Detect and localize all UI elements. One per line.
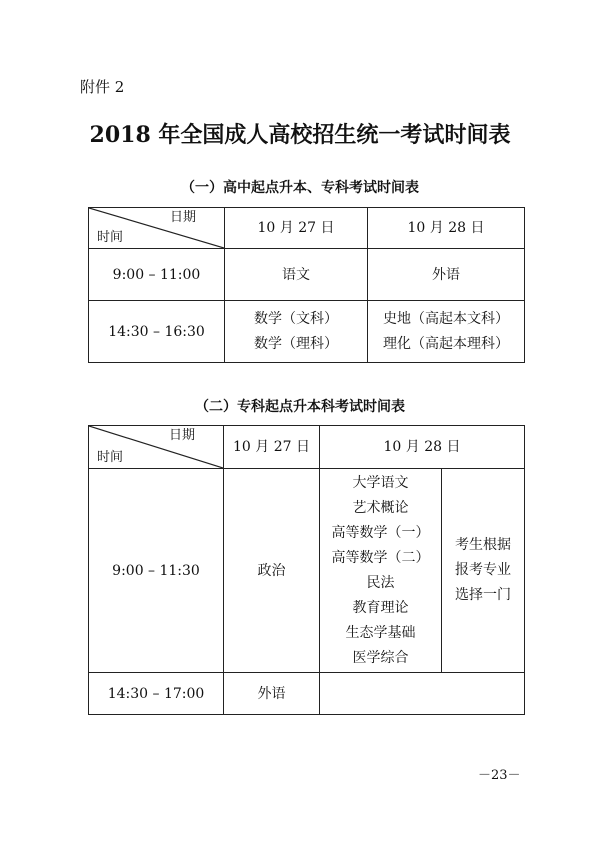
header-day1: 10 月 27 日 <box>225 208 368 249</box>
note-cell <box>442 469 525 673</box>
subject: 高等数学（一） <box>331 524 430 541</box>
subject-cell: 外语 <box>368 249 525 301</box>
empty-cell <box>320 673 525 715</box>
note-line: 选择一门 <box>455 587 511 603</box>
time-cell: 14:30 – 17:00 <box>89 673 224 715</box>
subject-cell <box>368 301 525 363</box>
exam-schedule-table-2 <box>88 425 525 715</box>
time-cell: 14:30 – 16:30 <box>89 301 225 363</box>
subject-cell: 政治 <box>224 469 320 673</box>
time-label: 时间 <box>97 230 124 245</box>
subject: 高等数学（二） <box>331 549 430 566</box>
date-label: 日期 <box>168 428 195 443</box>
attachment-label: 附件 2 <box>80 78 125 96</box>
diagonal-header-cell <box>89 426 224 469</box>
subject: 数学（文科） <box>254 310 338 327</box>
subject-cell: 语文 <box>225 249 368 301</box>
date-label: 日期 <box>169 210 196 225</box>
subject-list-cell <box>320 469 442 673</box>
subject: 艺术概论 <box>352 499 409 516</box>
header-day2: 10 月 28 日 <box>320 426 525 469</box>
note-line: 报考专业 <box>455 562 511 578</box>
header-day1: 10 月 27 日 <box>224 426 320 469</box>
table-row <box>89 469 525 673</box>
table1-heading: （一）高中起点升本、专科考试时间表 <box>181 180 419 196</box>
subject: 理化（高起本理科） <box>383 335 509 352</box>
page-title: 2018 年全国成人高校招生统一考试时间表 <box>89 122 511 148</box>
subject-cell: 外语 <box>224 673 320 715</box>
diagonal-header-cell <box>89 208 225 249</box>
page-number: －23－ <box>478 768 521 783</box>
subject: 史地（高起本文科） <box>383 310 509 327</box>
subject: 生态学基础 <box>345 624 416 641</box>
table-row <box>89 249 525 301</box>
header-day2: 10 月 28 日 <box>368 208 525 249</box>
subject: 医学综合 <box>352 649 409 666</box>
subject: 大学语文 <box>352 474 409 491</box>
time-label: 时间 <box>97 450 124 465</box>
note-line: 考生根据 <box>455 537 511 553</box>
time-cell: 9:00 – 11:30 <box>89 469 224 673</box>
subject: 民法 <box>366 574 395 591</box>
table2-heading: （二）专科起点升本科考试时间表 <box>195 399 405 415</box>
subject: 数学（理科） <box>254 335 338 352</box>
subject-cell <box>225 301 368 363</box>
table-row <box>89 673 525 715</box>
exam-schedule-table-1 <box>88 207 525 363</box>
table-row <box>89 301 525 363</box>
subject: 教育理论 <box>352 599 409 616</box>
time-cell: 9:00 – 11:00 <box>89 249 225 301</box>
